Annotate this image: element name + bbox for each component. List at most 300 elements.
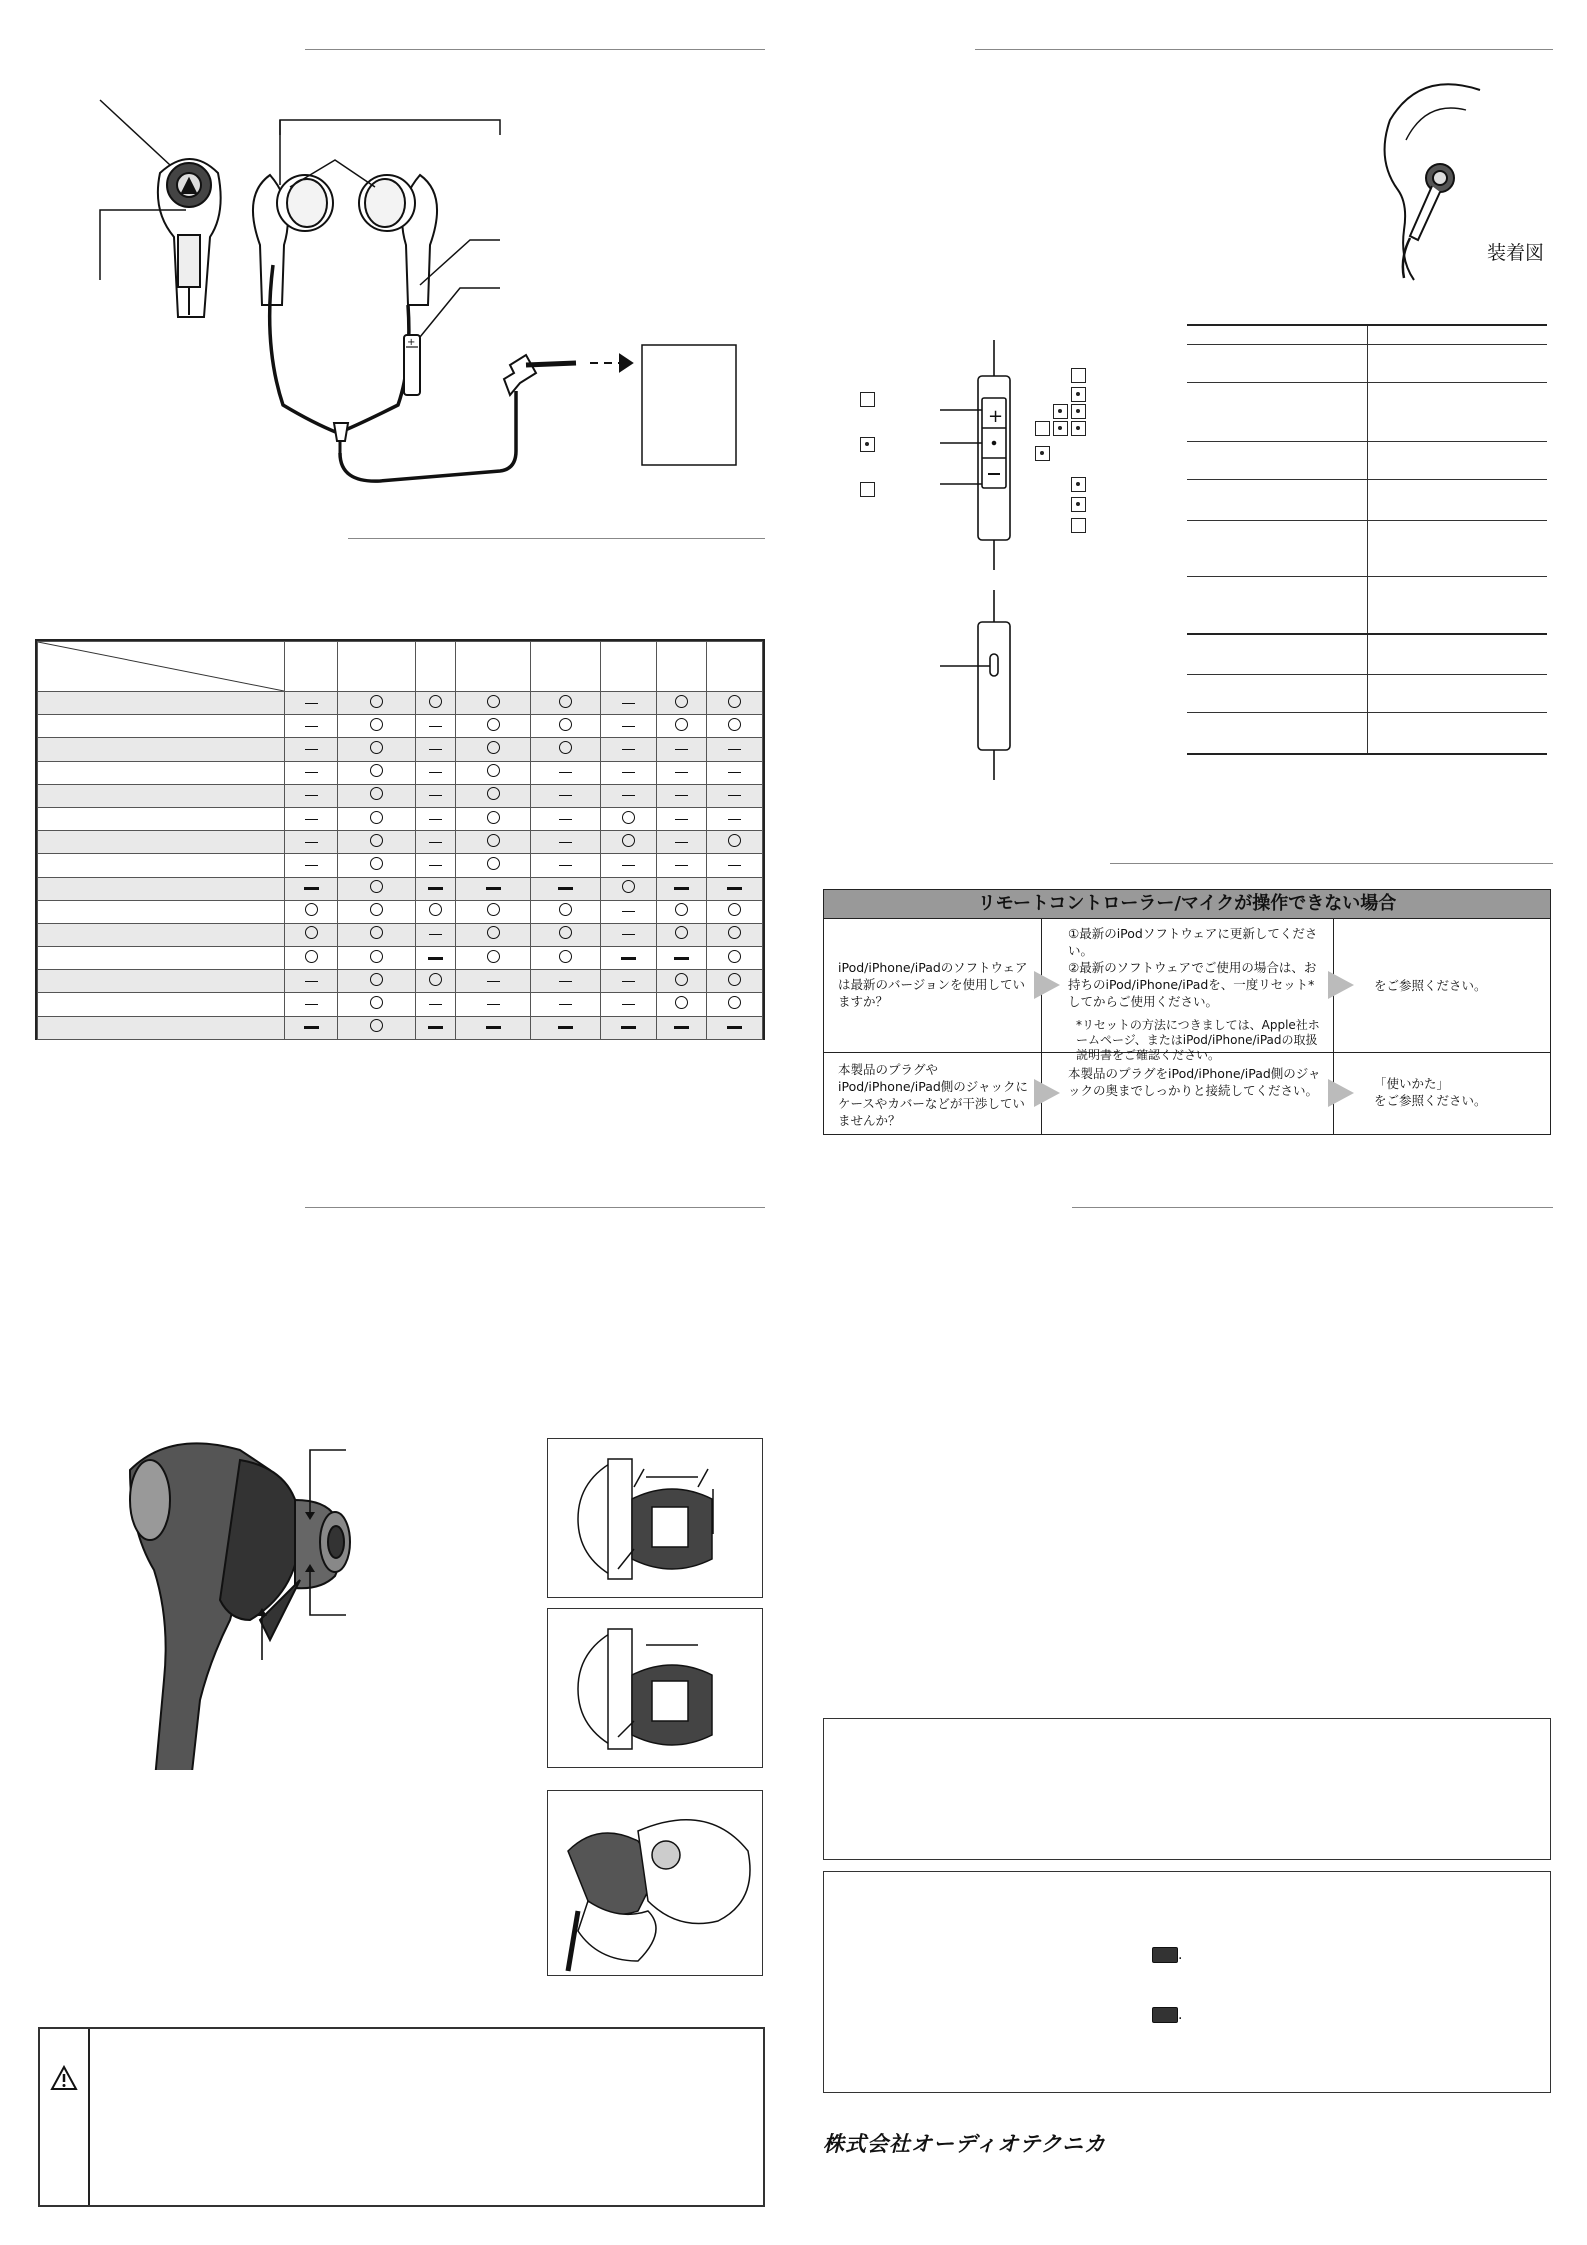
supported-mark bbox=[487, 903, 500, 916]
unsupported-mark bbox=[728, 819, 741, 820]
pattern-marker bbox=[1035, 421, 1050, 436]
compat-model-cell bbox=[38, 807, 285, 830]
compat-cell bbox=[456, 738, 531, 761]
compat-cell bbox=[531, 854, 601, 877]
supported-mark bbox=[370, 996, 383, 1009]
compat-cell bbox=[338, 970, 416, 993]
compat-cell bbox=[456, 993, 531, 1016]
unsupported-mark bbox=[558, 887, 573, 890]
unsupported-mark bbox=[304, 887, 319, 890]
compat-cell bbox=[285, 715, 338, 738]
compat-header-cell bbox=[531, 642, 601, 692]
compat-cell bbox=[338, 738, 416, 761]
unsupported-mark bbox=[429, 934, 442, 935]
eartip-illustration bbox=[110, 1430, 410, 1770]
compat-header-row bbox=[38, 642, 763, 692]
compat-cell bbox=[601, 877, 657, 900]
compat-cell bbox=[531, 692, 601, 715]
detail-box-3 bbox=[547, 1790, 763, 1976]
compat-model-cell bbox=[38, 970, 285, 993]
notice-box bbox=[823, 1718, 1551, 1860]
section-rule-compat bbox=[348, 538, 765, 539]
compat-cell bbox=[531, 923, 601, 946]
compat-model-cell bbox=[38, 923, 285, 946]
compat-cell bbox=[456, 784, 531, 807]
compat-cell bbox=[531, 761, 601, 784]
supported-mark bbox=[728, 926, 741, 939]
unsupported-mark bbox=[305, 842, 318, 843]
compat-model-cell bbox=[38, 831, 285, 854]
unsupported-mark bbox=[622, 865, 635, 866]
refer-cell bbox=[1334, 1053, 1550, 1135]
compat-cell bbox=[657, 715, 707, 738]
freedial-icon bbox=[1152, 1947, 1178, 1963]
compat-cell bbox=[531, 993, 601, 1016]
compat-row bbox=[38, 784, 763, 807]
compat-cell bbox=[601, 947, 657, 970]
refer-cell bbox=[1334, 919, 1550, 1052]
compat-cell bbox=[456, 923, 531, 946]
unsupported-mark bbox=[675, 842, 688, 843]
supported-mark bbox=[487, 811, 500, 824]
compat-row bbox=[38, 715, 763, 738]
compat-cell bbox=[657, 900, 707, 923]
compat-cell bbox=[338, 784, 416, 807]
compat-header-cell bbox=[285, 642, 338, 692]
compat-model-cell bbox=[38, 854, 285, 877]
supported-mark bbox=[305, 950, 318, 963]
compat-cell bbox=[707, 877, 763, 900]
pattern-marker bbox=[1071, 404, 1086, 419]
compat-cell bbox=[531, 900, 601, 923]
compat-cell bbox=[456, 854, 531, 877]
compat-cell bbox=[601, 715, 657, 738]
compat-cell bbox=[657, 947, 707, 970]
compat-model-cell bbox=[38, 1016, 285, 1039]
unsupported-mark bbox=[675, 795, 688, 796]
supported-mark bbox=[370, 834, 383, 847]
compat-cell bbox=[416, 900, 456, 923]
supported-mark bbox=[559, 741, 572, 754]
compat-row bbox=[38, 900, 763, 923]
troubleshooting-row bbox=[824, 919, 1550, 1062]
fitting-illustration bbox=[1370, 70, 1500, 290]
unsupported-mark bbox=[429, 842, 442, 843]
supported-mark bbox=[370, 695, 383, 708]
supported-mark bbox=[370, 857, 383, 870]
supported-mark bbox=[622, 811, 635, 824]
compat-cell bbox=[338, 900, 416, 923]
compat-row bbox=[38, 807, 763, 830]
compat-cell bbox=[338, 761, 416, 784]
supported-mark bbox=[487, 787, 500, 800]
compat-cell bbox=[338, 1016, 416, 1039]
supported-mark bbox=[487, 926, 500, 939]
compat-cell bbox=[707, 854, 763, 877]
compat-cell bbox=[416, 923, 456, 946]
compat-cell bbox=[531, 1016, 601, 1039]
unsupported-mark bbox=[622, 911, 635, 912]
compat-cell bbox=[416, 715, 456, 738]
compat-cell bbox=[416, 692, 456, 715]
unsupported-mark bbox=[622, 934, 635, 935]
question-text: iPod/iPhone/iPadのソフトウェアは最新のバージョンを使用していますか？ bbox=[838, 960, 1028, 1009]
supported-mark bbox=[728, 973, 741, 986]
supported-mark bbox=[370, 741, 383, 754]
supported-mark bbox=[728, 996, 741, 1009]
compat-model-cell bbox=[38, 784, 285, 807]
solution-text: 本製品のプラグをiPod/iPhone/iPad側のジャックの奥までしっかりと接続してください。 bbox=[1068, 1066, 1321, 1098]
supported-mark bbox=[370, 1019, 383, 1032]
compat-cell bbox=[338, 715, 416, 738]
unsupported-mark bbox=[728, 772, 741, 773]
unsupported-mark bbox=[622, 1004, 635, 1005]
pattern-marker bbox=[1071, 421, 1086, 436]
supported-mark bbox=[675, 973, 688, 986]
unsupported-mark bbox=[674, 1026, 689, 1029]
unsupported-mark bbox=[559, 842, 572, 843]
compat-cell bbox=[416, 784, 456, 807]
unsupported-mark bbox=[727, 887, 742, 890]
compat-cell bbox=[657, 854, 707, 877]
compat-header-cell bbox=[338, 642, 416, 692]
compat-cell bbox=[707, 947, 763, 970]
unsupported-mark bbox=[305, 749, 318, 750]
unsupported-mark bbox=[728, 865, 741, 866]
freedial-suffix: . bbox=[1178, 2007, 1183, 2023]
unsupported-mark bbox=[728, 795, 741, 796]
pattern-marker bbox=[1071, 477, 1086, 492]
button-marker-minus bbox=[860, 482, 875, 497]
compat-cell bbox=[657, 807, 707, 830]
pattern-marker bbox=[1035, 446, 1050, 461]
unsupported-mark bbox=[429, 749, 442, 750]
refer-text: をご参照ください。 bbox=[1374, 978, 1487, 993]
supported-mark bbox=[305, 903, 318, 916]
compat-model-cell bbox=[38, 761, 285, 784]
freedial-line bbox=[1152, 2007, 1182, 2023]
compat-cell bbox=[456, 761, 531, 784]
unsupported-mark bbox=[428, 1026, 443, 1029]
compat-cell bbox=[285, 970, 338, 993]
unsupported-mark bbox=[559, 819, 572, 820]
compat-header-cell bbox=[707, 642, 763, 692]
supported-mark bbox=[429, 695, 442, 708]
compat-model-cell bbox=[38, 947, 285, 970]
compat-cell bbox=[657, 784, 707, 807]
compat-cell bbox=[601, 831, 657, 854]
compat-cell bbox=[416, 877, 456, 900]
pattern-marker bbox=[1071, 518, 1086, 533]
supported-mark bbox=[728, 834, 741, 847]
unsupported-mark bbox=[305, 1004, 318, 1005]
compat-cell bbox=[338, 831, 416, 854]
supported-mark bbox=[305, 926, 318, 939]
compat-cell bbox=[707, 715, 763, 738]
compat-cell bbox=[657, 923, 707, 946]
supported-mark bbox=[370, 926, 383, 939]
compat-cell bbox=[456, 970, 531, 993]
compat-cell bbox=[601, 784, 657, 807]
supported-mark bbox=[559, 903, 572, 916]
compat-cell bbox=[416, 738, 456, 761]
compat-cell bbox=[416, 970, 456, 993]
remote-controller-illustration bbox=[940, 340, 1070, 780]
supported-mark bbox=[370, 811, 383, 824]
compat-cell bbox=[338, 993, 416, 1016]
compat-cell bbox=[657, 877, 707, 900]
compat-header-cell bbox=[657, 642, 707, 692]
pattern-marker bbox=[1071, 387, 1086, 402]
compat-row bbox=[38, 877, 763, 900]
compat-cell bbox=[416, 947, 456, 970]
unsupported-mark bbox=[429, 865, 442, 866]
compat-cell bbox=[657, 993, 707, 1016]
supported-mark bbox=[559, 718, 572, 731]
warning-icon bbox=[50, 2065, 78, 2091]
compat-cell bbox=[338, 692, 416, 715]
unsupported-mark bbox=[305, 819, 318, 820]
compat-cell bbox=[707, 807, 763, 830]
refer-text: 「使いかた」 をご参照ください。 bbox=[1374, 1076, 1487, 1108]
compat-cell bbox=[338, 923, 416, 946]
compat-cell bbox=[338, 947, 416, 970]
unsupported-mark bbox=[486, 1026, 501, 1029]
compat-cell bbox=[338, 877, 416, 900]
compat-cell bbox=[531, 715, 601, 738]
compat-cell bbox=[657, 1016, 707, 1039]
compat-cell bbox=[285, 947, 338, 970]
compat-cell bbox=[456, 831, 531, 854]
supported-mark bbox=[675, 718, 688, 731]
compat-cell bbox=[657, 761, 707, 784]
troubleshooting-row bbox=[824, 1053, 1550, 1135]
solution-note: *リセットの方法につきましては、Apple社ホームページ、またはiPod/iPhone/iPadの取扱説明書をご確認ください。 bbox=[1076, 1018, 1320, 1062]
compat-row bbox=[38, 970, 763, 993]
solution-cell bbox=[1042, 919, 1334, 1062]
section-rule-parts bbox=[305, 49, 765, 50]
compat-model-cell bbox=[38, 900, 285, 923]
compat-cell bbox=[456, 900, 531, 923]
unsupported-mark bbox=[429, 726, 442, 727]
unsupported-mark bbox=[674, 957, 689, 960]
compat-cell bbox=[707, 1016, 763, 1039]
unsupported-mark bbox=[559, 795, 572, 796]
compat-cell bbox=[601, 761, 657, 784]
compat-cell bbox=[601, 993, 657, 1016]
freedial-icon bbox=[1152, 2007, 1178, 2023]
unsupported-mark bbox=[305, 772, 318, 773]
compat-cell bbox=[416, 831, 456, 854]
fitting-caption: 装着図 bbox=[1487, 242, 1545, 264]
compat-cell bbox=[285, 993, 338, 1016]
supported-mark bbox=[622, 834, 635, 847]
compat-cell bbox=[601, 692, 657, 715]
supported-mark bbox=[728, 695, 741, 708]
compat-cell bbox=[456, 877, 531, 900]
unsupported-mark bbox=[675, 819, 688, 820]
supported-mark bbox=[370, 880, 383, 893]
supported-mark bbox=[675, 996, 688, 1009]
pattern-marker bbox=[1053, 404, 1068, 419]
compat-cell bbox=[707, 831, 763, 854]
compat-cell bbox=[531, 738, 601, 761]
compat-cell bbox=[601, 738, 657, 761]
compatibility-table bbox=[35, 639, 765, 1040]
supported-mark bbox=[487, 741, 500, 754]
specifications-table bbox=[1187, 324, 1547, 755]
button-marker-center bbox=[860, 437, 875, 452]
compat-cell bbox=[285, 738, 338, 761]
compat-cell bbox=[416, 854, 456, 877]
compat-cell bbox=[285, 854, 338, 877]
compat-cell bbox=[601, 854, 657, 877]
unsupported-mark bbox=[727, 1026, 742, 1029]
compat-cell bbox=[531, 807, 601, 830]
unsupported-mark bbox=[304, 1026, 319, 1029]
supported-mark bbox=[559, 926, 572, 939]
pattern-marker bbox=[1053, 421, 1068, 436]
supported-mark bbox=[675, 903, 688, 916]
section-rule-care bbox=[1072, 1207, 1553, 1208]
warning-box bbox=[38, 2027, 765, 2207]
freedial-suffix: . bbox=[1178, 1947, 1183, 1963]
section-rule-remote bbox=[975, 49, 1553, 50]
supported-mark bbox=[429, 973, 442, 986]
warning-divider bbox=[88, 2029, 90, 2205]
section-rule-trouble bbox=[1110, 863, 1553, 864]
question-cell bbox=[824, 919, 1042, 1052]
compat-model-cell bbox=[38, 993, 285, 1016]
detail-box-1 bbox=[547, 1438, 763, 1598]
earphone-parts-illustration bbox=[90, 75, 780, 515]
unsupported-mark bbox=[728, 749, 741, 750]
unsupported-mark bbox=[622, 772, 635, 773]
freedial-line bbox=[1152, 1947, 1182, 1963]
supported-mark bbox=[487, 764, 500, 777]
detail-box-2 bbox=[547, 1608, 763, 1768]
compat-cell bbox=[285, 1016, 338, 1039]
unsupported-mark bbox=[429, 1004, 442, 1005]
unsupported-mark bbox=[675, 749, 688, 750]
unsupported-mark bbox=[622, 703, 635, 704]
troubleshooting-title: リモートコントローラー/マイクが操作できない場合 bbox=[824, 890, 1550, 919]
compat-cell bbox=[601, 923, 657, 946]
compat-cell bbox=[601, 807, 657, 830]
compat-model-cell bbox=[38, 738, 285, 761]
compat-cell bbox=[657, 970, 707, 993]
unsupported-mark bbox=[429, 819, 442, 820]
compat-row bbox=[38, 738, 763, 761]
supported-mark bbox=[728, 718, 741, 731]
unsupported-mark bbox=[622, 795, 635, 796]
supported-mark bbox=[487, 950, 500, 963]
compat-cell bbox=[456, 692, 531, 715]
button-marker-plus bbox=[860, 392, 875, 407]
unsupported-mark bbox=[674, 887, 689, 890]
compat-cell bbox=[531, 831, 601, 854]
compat-cell bbox=[707, 993, 763, 1016]
unsupported-mark bbox=[559, 1004, 572, 1005]
compat-cell bbox=[707, 900, 763, 923]
compat-cell bbox=[285, 831, 338, 854]
unsupported-mark bbox=[621, 1026, 636, 1029]
unsupported-mark bbox=[622, 981, 635, 982]
compat-cell bbox=[416, 1016, 456, 1039]
troubleshooting-table bbox=[823, 889, 1551, 1135]
supported-mark bbox=[559, 695, 572, 708]
unsupported-mark bbox=[428, 887, 443, 890]
compat-cell bbox=[456, 947, 531, 970]
supported-mark bbox=[675, 926, 688, 939]
unsupported-mark bbox=[486, 887, 501, 890]
compat-cell bbox=[416, 761, 456, 784]
unsupported-mark bbox=[305, 981, 318, 982]
supported-mark bbox=[559, 950, 572, 963]
question-text: 本製品のプラグやiPod/iPhone/iPad側のジャックにケースやカバーなどが干渉していませんか？ bbox=[838, 1062, 1029, 1128]
compat-row bbox=[38, 831, 763, 854]
unsupported-mark bbox=[621, 957, 636, 960]
compat-cell bbox=[531, 947, 601, 970]
compat-cell bbox=[416, 993, 456, 1016]
compat-header-cell bbox=[456, 642, 531, 692]
solution-cell bbox=[1042, 1053, 1334, 1135]
compat-cell bbox=[601, 970, 657, 993]
compat-cell bbox=[657, 738, 707, 761]
compat-cell bbox=[416, 807, 456, 830]
supported-mark bbox=[370, 764, 383, 777]
compat-cell bbox=[285, 923, 338, 946]
compat-cell bbox=[601, 900, 657, 923]
compat-model-cell bbox=[38, 692, 285, 715]
compat-cell bbox=[285, 807, 338, 830]
contact-box bbox=[823, 1871, 1551, 2093]
unsupported-mark bbox=[559, 865, 572, 866]
compat-cell bbox=[456, 807, 531, 830]
unsupported-mark bbox=[487, 981, 500, 982]
unsupported-mark bbox=[559, 981, 572, 982]
supported-mark bbox=[370, 718, 383, 731]
unsupported-mark bbox=[675, 772, 688, 773]
compat-cell bbox=[531, 784, 601, 807]
compat-row bbox=[38, 947, 763, 970]
compat-cell bbox=[707, 761, 763, 784]
supported-mark bbox=[487, 695, 500, 708]
supported-mark bbox=[728, 950, 741, 963]
compat-cell bbox=[338, 854, 416, 877]
compat-cell bbox=[531, 877, 601, 900]
compat-header-cell bbox=[601, 642, 657, 692]
unsupported-mark bbox=[622, 726, 635, 727]
unsupported-mark bbox=[622, 749, 635, 750]
compat-row bbox=[38, 692, 763, 715]
compat-cell bbox=[285, 877, 338, 900]
supported-mark bbox=[487, 718, 500, 731]
supported-mark bbox=[370, 787, 383, 800]
compat-cell bbox=[657, 692, 707, 715]
compat-cell bbox=[456, 715, 531, 738]
unsupported-mark bbox=[305, 703, 318, 704]
pattern-marker bbox=[1071, 368, 1086, 383]
company-logo: 株式会社オーディオテクニカ bbox=[823, 2132, 1107, 2156]
compat-row bbox=[38, 1016, 763, 1039]
supported-mark bbox=[622, 880, 635, 893]
unsupported-mark bbox=[429, 772, 442, 773]
compat-cell bbox=[707, 970, 763, 993]
svg-text:+: + bbox=[988, 406, 1004, 427]
compat-header-cell bbox=[416, 642, 456, 692]
compat-cell bbox=[707, 692, 763, 715]
